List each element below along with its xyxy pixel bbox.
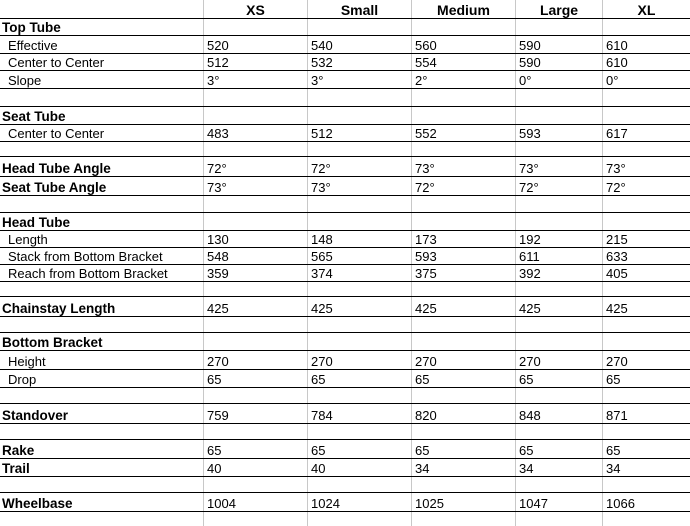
table-row bbox=[0, 125, 690, 142]
spacer-row bbox=[0, 424, 690, 440]
row-label: Slope bbox=[8, 73, 42, 88]
value-cell: 40 bbox=[207, 461, 222, 476]
row-label: Length bbox=[8, 232, 48, 247]
spacer-row bbox=[0, 89, 690, 107]
section-label: Top Tube bbox=[2, 20, 61, 35]
value-cell: 425 bbox=[207, 301, 229, 316]
row-label: Effective bbox=[8, 38, 58, 53]
value-cell: 270 bbox=[311, 354, 333, 369]
value-cell: 148 bbox=[311, 232, 333, 247]
table-row bbox=[0, 351, 690, 370]
section-label: Trail bbox=[2, 461, 30, 476]
section-label: Bottom Bracket bbox=[2, 335, 103, 350]
value-cell: 425 bbox=[606, 301, 628, 316]
value-cell: 72° bbox=[207, 161, 227, 176]
value-cell: 65 bbox=[311, 443, 326, 458]
value-cell: 611 bbox=[519, 249, 540, 264]
value-cell: 34 bbox=[519, 461, 534, 476]
value-cell: 548 bbox=[207, 249, 229, 264]
value-cell: 590 bbox=[519, 55, 541, 70]
row-label: Stack from Bottom Bracket bbox=[8, 249, 163, 264]
value-cell: 3° bbox=[311, 73, 324, 88]
spacer-row bbox=[0, 317, 690, 333]
section-label: Wheelbase bbox=[2, 496, 73, 511]
value-cell: 617 bbox=[606, 126, 628, 141]
table-row bbox=[0, 107, 690, 125]
value-cell: 65 bbox=[519, 443, 534, 458]
table-row bbox=[0, 231, 690, 248]
value-cell: 512 bbox=[311, 126, 333, 141]
column-header-xs: XS bbox=[246, 2, 265, 18]
section-label: Head Tube bbox=[2, 215, 71, 230]
value-cell: 425 bbox=[415, 301, 437, 316]
value-cell: 65 bbox=[606, 443, 621, 458]
table-row bbox=[0, 248, 690, 265]
column-header-large: Large bbox=[539, 2, 579, 18]
value-cell: 73° bbox=[311, 180, 331, 195]
value-cell: 34 bbox=[606, 461, 621, 476]
table-row bbox=[0, 71, 690, 89]
value-cell: 1066 bbox=[606, 496, 635, 511]
section-label: Rake bbox=[2, 443, 35, 458]
value-cell: 374 bbox=[311, 266, 333, 281]
table-row bbox=[0, 493, 690, 512]
table-row bbox=[0, 297, 690, 317]
header-row bbox=[0, 0, 690, 19]
value-cell: 593 bbox=[415, 249, 437, 264]
spacer-row bbox=[0, 282, 690, 297]
value-cell: 784 bbox=[311, 408, 333, 423]
value-cell: 405 bbox=[606, 266, 628, 281]
spacer-row bbox=[0, 196, 690, 213]
value-cell: 215 bbox=[606, 232, 628, 247]
table-row bbox=[0, 54, 690, 71]
value-cell: 610 bbox=[606, 38, 628, 53]
value-cell: 34 bbox=[415, 461, 430, 476]
value-cell: 72° bbox=[606, 180, 626, 195]
value-cell: 270 bbox=[606, 354, 628, 369]
value-cell: 2° bbox=[415, 73, 428, 88]
table-row bbox=[0, 440, 690, 459]
column-header-small: Small bbox=[340, 2, 379, 18]
table-row bbox=[0, 404, 690, 424]
value-cell: 565 bbox=[311, 249, 333, 264]
value-cell: 65 bbox=[606, 372, 621, 387]
value-cell: 590 bbox=[519, 38, 541, 53]
value-cell: 73° bbox=[415, 161, 435, 176]
value-cell: 192 bbox=[519, 232, 541, 247]
value-cell: 610 bbox=[606, 55, 628, 70]
value-cell: 0° bbox=[606, 73, 619, 88]
value-cell: 512 bbox=[207, 55, 229, 70]
value-cell: 392 bbox=[519, 266, 541, 281]
value-cell: 3° bbox=[207, 73, 220, 88]
value-cell: 1004 bbox=[207, 496, 236, 511]
value-cell: 65 bbox=[311, 372, 326, 387]
value-cell: 554 bbox=[415, 55, 437, 70]
value-cell: 65 bbox=[207, 372, 222, 387]
value-cell: 848 bbox=[519, 408, 541, 423]
row-label: Height bbox=[8, 354, 46, 369]
value-cell: 871 bbox=[606, 408, 628, 423]
value-cell: 65 bbox=[207, 443, 222, 458]
value-cell: 520 bbox=[207, 38, 229, 53]
table-row bbox=[0, 265, 690, 282]
value-cell: 375 bbox=[415, 266, 437, 281]
value-cell: 270 bbox=[519, 354, 541, 369]
value-cell: 540 bbox=[311, 38, 333, 53]
value-cell: 820 bbox=[415, 408, 437, 423]
value-cell: 0° bbox=[519, 73, 532, 88]
value-cell: 633 bbox=[606, 249, 628, 264]
table-row bbox=[0, 459, 690, 477]
value-cell: 532 bbox=[311, 55, 333, 70]
column-header-xl: XL bbox=[637, 2, 656, 18]
row-label: Drop bbox=[8, 372, 37, 387]
value-cell: 72° bbox=[415, 180, 435, 195]
value-cell: 1047 bbox=[519, 496, 548, 511]
section-label: Seat Tube bbox=[2, 109, 66, 124]
spacer-row bbox=[0, 142, 690, 157]
value-cell: 73° bbox=[519, 161, 539, 176]
section-label: Standover bbox=[2, 408, 69, 423]
value-cell: 173 bbox=[415, 232, 437, 247]
value-cell: 72° bbox=[519, 180, 539, 195]
value-cell: 759 bbox=[207, 408, 229, 423]
table-row bbox=[0, 370, 690, 388]
value-cell: 593 bbox=[519, 126, 541, 141]
section-label: Seat Tube Angle bbox=[2, 180, 107, 195]
section-label: Chainstay Length bbox=[2, 301, 116, 316]
value-cell: 1024 bbox=[311, 496, 340, 511]
value-cell: 65 bbox=[415, 443, 430, 458]
value-cell: 483 bbox=[207, 126, 229, 141]
row-label: Reach from Bottom Bracket bbox=[8, 266, 168, 281]
table-row bbox=[0, 36, 690, 54]
value-cell: 270 bbox=[415, 354, 437, 369]
section-label: Head Tube Angle bbox=[2, 161, 111, 176]
table-row bbox=[0, 157, 690, 177]
table-row bbox=[0, 213, 690, 231]
value-cell: 73° bbox=[207, 180, 227, 195]
value-cell: 425 bbox=[311, 301, 333, 316]
row-label: Center to Center bbox=[8, 126, 105, 141]
value-cell: 73° bbox=[606, 161, 626, 176]
value-cell: 65 bbox=[519, 372, 534, 387]
value-cell: 72° bbox=[311, 161, 331, 176]
value-cell: 552 bbox=[415, 126, 437, 141]
value-cell: 130 bbox=[207, 232, 229, 247]
value-cell: 560 bbox=[415, 38, 437, 53]
spacer-row bbox=[0, 388, 690, 404]
value-cell: 40 bbox=[311, 461, 326, 476]
table-row bbox=[0, 18, 690, 36]
value-cell: 270 bbox=[207, 354, 229, 369]
column-header-medium: Medium bbox=[437, 2, 490, 18]
table-row bbox=[0, 177, 690, 196]
value-cell: 359 bbox=[207, 266, 229, 281]
value-cell: 65 bbox=[415, 372, 430, 387]
value-cell: 425 bbox=[519, 301, 541, 316]
value-cell: 1025 bbox=[415, 496, 444, 511]
row-label: Center to Center bbox=[8, 55, 105, 70]
spacer-row bbox=[0, 477, 690, 493]
table-row bbox=[0, 333, 690, 351]
